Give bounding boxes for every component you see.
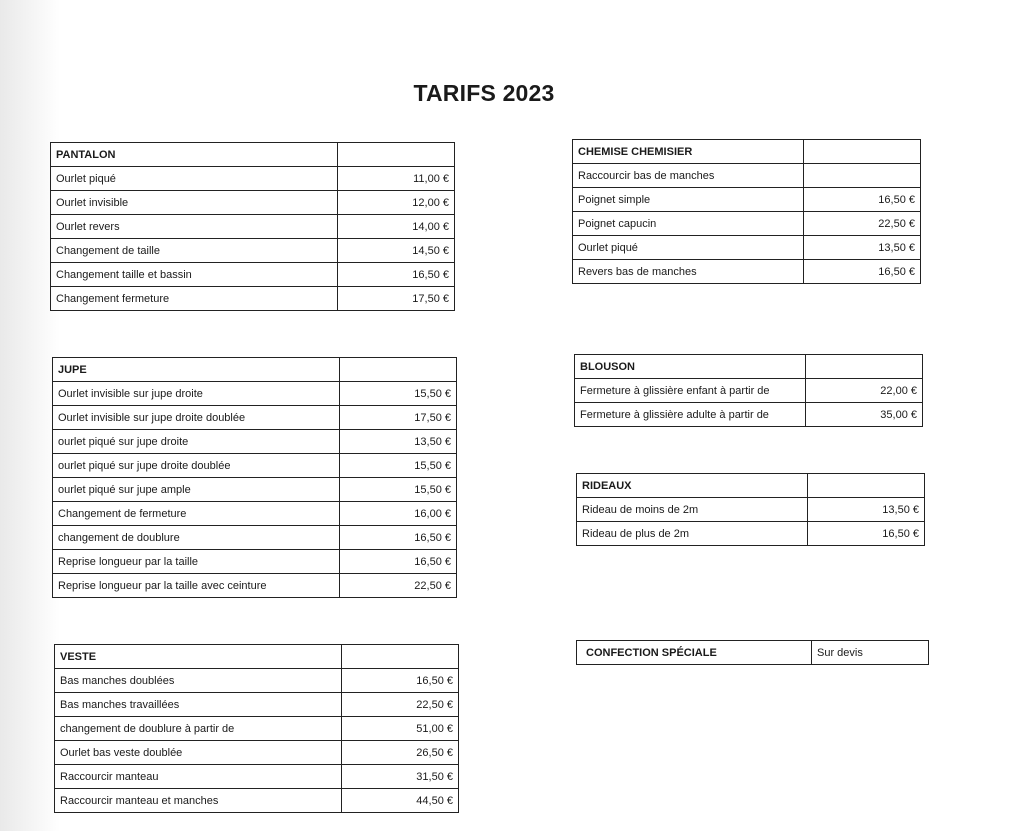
table-row bbox=[577, 498, 925, 522]
table-row bbox=[53, 406, 457, 430]
chemise-table bbox=[572, 139, 921, 284]
table-header-row bbox=[575, 355, 923, 379]
page-title: TARIFS 2023 bbox=[413, 80, 555, 106]
item-label: Ourlet piqué bbox=[51, 167, 338, 191]
table-row bbox=[51, 239, 455, 263]
table-header-row bbox=[55, 645, 459, 669]
table-row bbox=[53, 454, 457, 478]
item-price: 31,50 € bbox=[342, 765, 459, 789]
table-row bbox=[53, 430, 457, 454]
item-label: Poignet simple bbox=[573, 188, 804, 212]
item-label: ourlet piqué sur jupe droite doublée bbox=[53, 454, 340, 478]
table-row bbox=[51, 263, 455, 287]
table-row bbox=[53, 478, 457, 502]
item-price: 16,50 € bbox=[338, 263, 455, 287]
item-label: Raccourcir manteau et manches bbox=[55, 789, 342, 813]
table-header-row bbox=[577, 474, 925, 498]
item-label: Rideau de moins de 2m bbox=[577, 498, 808, 522]
item-label: Reprise longueur par la taille bbox=[53, 550, 340, 574]
table-row bbox=[51, 167, 455, 191]
item-label: Ourlet invisible sur jupe droite doublée bbox=[53, 406, 340, 430]
item-price: 13,50 € bbox=[340, 430, 457, 454]
item-price: 16,50 € bbox=[808, 522, 925, 546]
item-label: Ourlet invisible sur jupe droite bbox=[53, 382, 340, 406]
section-header: VESTE bbox=[55, 645, 342, 669]
item-label: Raccourcir bas de manches bbox=[573, 164, 804, 188]
item-label: changement de doublure à partir de bbox=[55, 717, 342, 741]
item-label: Changement taille et bassin bbox=[51, 263, 338, 287]
table-row bbox=[577, 522, 925, 546]
confection-label: CONFECTION SPÉCIALE bbox=[577, 641, 812, 665]
table-row bbox=[573, 188, 921, 212]
item-price: 22,50 € bbox=[340, 574, 457, 598]
item-label: Poignet capucin bbox=[573, 212, 804, 236]
item-price: 13,50 € bbox=[804, 236, 921, 260]
section-header-price bbox=[340, 358, 457, 382]
item-price: 14,50 € bbox=[338, 239, 455, 263]
table-row bbox=[55, 669, 459, 693]
item-price: 17,50 € bbox=[338, 287, 455, 311]
item-label: Rideau de plus de 2m bbox=[577, 522, 808, 546]
table-row bbox=[573, 236, 921, 260]
item-label: Revers bas de manches bbox=[573, 260, 804, 284]
table-row bbox=[53, 502, 457, 526]
item-price: 13,50 € bbox=[808, 498, 925, 522]
item-label: Reprise longueur par la taille avec ceinture bbox=[53, 574, 340, 598]
item-price: 35,00 € bbox=[806, 403, 923, 427]
section-header-price bbox=[806, 355, 923, 379]
table-row bbox=[51, 287, 455, 311]
item-label: ourlet piqué sur jupe droite bbox=[53, 430, 340, 454]
item-price: 15,50 € bbox=[340, 478, 457, 502]
item-label: Changement de taille bbox=[51, 239, 338, 263]
item-label: Bas manches travaillées bbox=[55, 693, 342, 717]
table-row bbox=[53, 550, 457, 574]
section-header-price bbox=[808, 474, 925, 498]
item-price: 16,50 € bbox=[804, 260, 921, 284]
item-price: 16,50 € bbox=[340, 550, 457, 574]
table-row bbox=[53, 382, 457, 406]
item-price: 22,50 € bbox=[804, 212, 921, 236]
item-label: Changement fermeture bbox=[51, 287, 338, 311]
section-header: RIDEAUX bbox=[577, 474, 808, 498]
item-price: 26,50 € bbox=[342, 741, 459, 765]
jupe-table bbox=[52, 357, 457, 598]
item-label: Ourlet piqué bbox=[573, 236, 804, 260]
table-header-row bbox=[51, 143, 455, 167]
table-row bbox=[55, 765, 459, 789]
item-label: Fermeture à glissière enfant à partir de bbox=[575, 379, 806, 403]
table-row bbox=[55, 717, 459, 741]
table-row bbox=[55, 789, 459, 813]
item-label: changement de doublure bbox=[53, 526, 340, 550]
table-row bbox=[55, 741, 459, 765]
table-row bbox=[51, 191, 455, 215]
section-header: CHEMISE CHEMISIER bbox=[573, 140, 804, 164]
item-price bbox=[804, 164, 921, 188]
item-price: 12,00 € bbox=[338, 191, 455, 215]
item-label: Ourlet invisible bbox=[51, 191, 338, 215]
item-label: Bas manches doublées bbox=[55, 669, 342, 693]
table-row bbox=[573, 164, 921, 188]
table-row bbox=[51, 215, 455, 239]
table-row bbox=[573, 212, 921, 236]
confection-value: Sur devis bbox=[812, 641, 929, 665]
blouson-table bbox=[574, 354, 923, 427]
item-price: 15,50 € bbox=[340, 382, 457, 406]
item-price: 15,50 € bbox=[340, 454, 457, 478]
section-header-price bbox=[338, 143, 455, 167]
section-header: PANTALON bbox=[51, 143, 338, 167]
item-price: 17,50 € bbox=[340, 406, 457, 430]
item-label: ourlet piqué sur jupe ample bbox=[53, 478, 340, 502]
item-label: Changement de fermeture bbox=[53, 502, 340, 526]
table-row bbox=[53, 526, 457, 550]
table-row bbox=[575, 403, 923, 427]
table-row bbox=[573, 260, 921, 284]
item-price: 14,00 € bbox=[338, 215, 455, 239]
item-price: 51,00 € bbox=[342, 717, 459, 741]
item-label: Raccourcir manteau bbox=[55, 765, 342, 789]
item-price: 22,50 € bbox=[342, 693, 459, 717]
page-edge-shadow bbox=[0, 0, 60, 831]
table-row bbox=[55, 693, 459, 717]
section-header-price bbox=[342, 645, 459, 669]
table-header-row bbox=[573, 140, 921, 164]
rideaux-table bbox=[576, 473, 925, 546]
item-label: Ourlet bas veste doublée bbox=[55, 741, 342, 765]
section-header: JUPE bbox=[53, 358, 340, 382]
confection-speciale-table bbox=[576, 640, 929, 665]
pantalon-table bbox=[50, 142, 455, 311]
item-label: Ourlet revers bbox=[51, 215, 338, 239]
item-price: 22,00 € bbox=[806, 379, 923, 403]
item-price: 44,50 € bbox=[342, 789, 459, 813]
item-price: 16,50 € bbox=[342, 669, 459, 693]
table-row bbox=[575, 379, 923, 403]
item-price: 16,00 € bbox=[340, 502, 457, 526]
item-label: Fermeture à glissière adulte à partir de bbox=[575, 403, 806, 427]
item-price: 11,00 € bbox=[338, 167, 455, 191]
table-header-row bbox=[53, 358, 457, 382]
veste-table bbox=[54, 644, 459, 813]
section-header: BLOUSON bbox=[575, 355, 806, 379]
table-row bbox=[577, 641, 929, 665]
item-price: 16,50 € bbox=[804, 188, 921, 212]
table-row bbox=[53, 574, 457, 598]
section-header-price bbox=[804, 140, 921, 164]
item-price: 16,50 € bbox=[340, 526, 457, 550]
